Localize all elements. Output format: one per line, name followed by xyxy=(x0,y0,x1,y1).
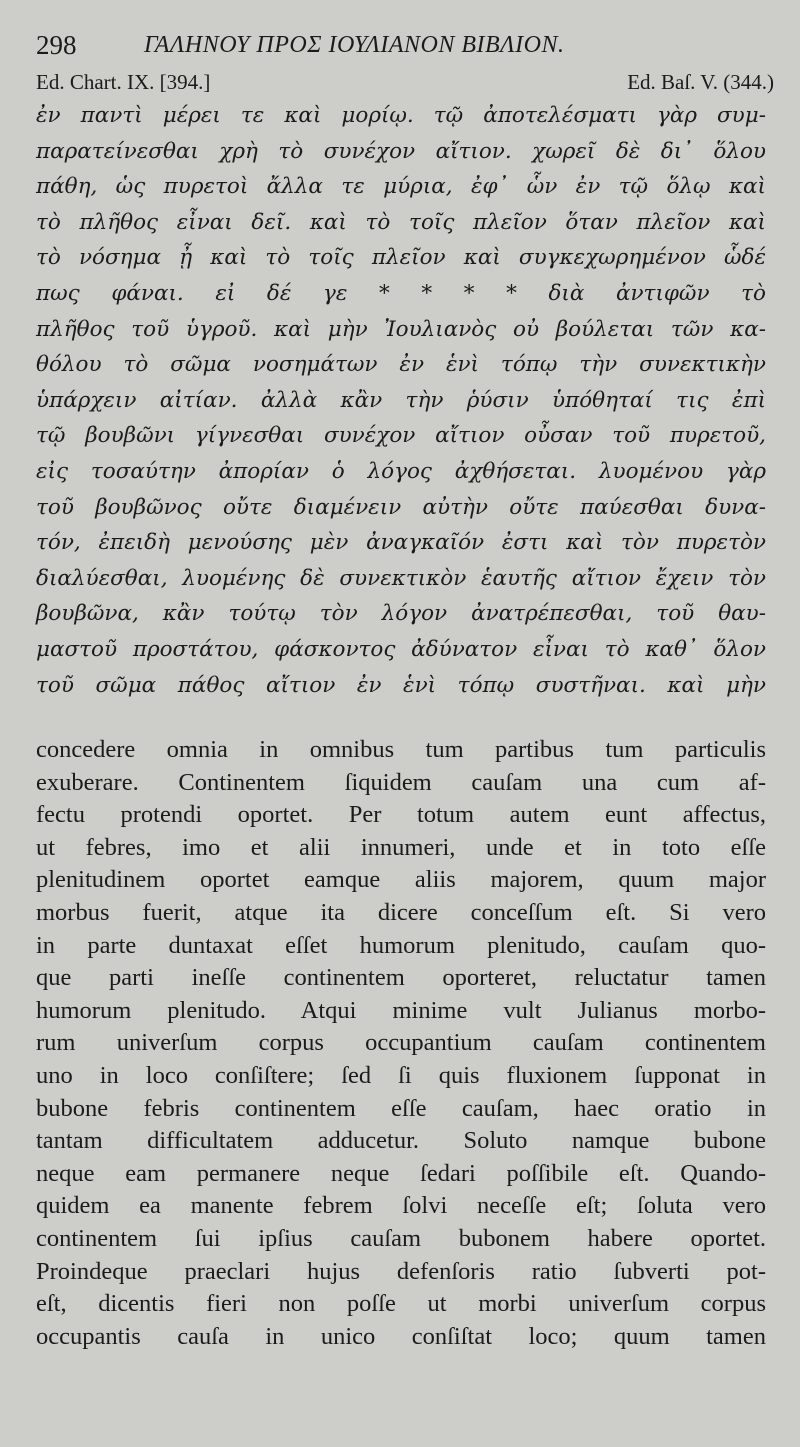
latin-line: occupantis cauſa in unico conſiſtat loco; quum tamen xyxy=(36,1322,766,1350)
greek-line: πλῆθος τοῦ ὑγροῦ. καὶ μὴν Ἰουλιανὸς οὐ βούλεται τῶν κα- xyxy=(36,316,766,342)
latin-line: ut febres, imo et alii innumeri, unde et in toto eſſe xyxy=(36,833,766,861)
greek-line: τοῦ βουβῶνος οὔτε διαμένειν αὐτὴν οὔτε παύεσθαι δυνα- xyxy=(36,494,766,520)
edition-reference-basel: Ed. Baſ. V. (344.) xyxy=(627,70,774,94)
page-header xyxy=(36,30,776,66)
latin-line: rum univerſum corpus occupantium cauſam continentem xyxy=(36,1029,766,1057)
greek-line: διαλύεσθαι, λυομένης δὲ συνεκτικὸν ἑαυτῆς αἴτιον ἔχειν τὸν xyxy=(36,565,766,591)
latin-text-block xyxy=(36,734,766,1353)
greek-line: τόν, ἐπειδὴ μενούσης μὲν ἀναγκαῖόν ἐστι καὶ τὸν πυρετὸν xyxy=(36,530,766,556)
greek-line: εἰς τοσαύτην ἀπορίαν ὁ λόγος ἀχθήσεται. λυομένου γὰρ xyxy=(36,458,766,484)
latin-line: continentem ſui ipſius cauſam bubonem habere oportet. xyxy=(36,1224,766,1252)
greek-line: τὸ νόσημα ᾖ καὶ τὸ τοῖς πλεῖον καὶ συγκεχωρημένον ὧδέ xyxy=(36,245,766,271)
greek-line: τοῦ σῶμα πάθος αἴτιον ἐν ἑνὶ τόπῳ συστῆναι. καὶ μὴν xyxy=(36,672,766,698)
greek-line: ἐν παντὶ μέρει τε καὶ μορίῳ. τῷ ἀποτελέσματι γὰρ συμ- xyxy=(36,103,766,128)
greek-text-block xyxy=(36,98,766,703)
greek-line: παρατείνεσθαι χρὴ τὸ συνέχον αἴτιον. χωρεῖ δὲ δι᾽ ὅλου xyxy=(36,138,766,164)
greek-line: τὸ πλῆθος εἶναι δεῖ. καὶ τὸ τοῖς πλεῖον ὅταν πλεῖον καὶ xyxy=(36,209,766,235)
greek-line: πως φάναι. εἰ δέ γε * * * * διὰ ἀντιφῶν τὸ xyxy=(36,280,766,306)
latin-line: morbus fuerit, atque ita dicere conceſſum eſt. Si vero xyxy=(36,898,766,926)
page-number: 298 xyxy=(36,30,77,60)
greek-line: τῷ βουβῶνι γίγνεσθαι συνέχον αἴτιον οὖσαν τοῦ πυρετοῦ, xyxy=(36,423,766,449)
greek-line: μαστοῦ προστάτου, φάσκοντος ἀδύνατον εἶναι τὸ καθ᾽ ὅλον xyxy=(36,636,766,662)
latin-line: in parte duntaxat eſſet humorum plenitudo, cauſam quo- xyxy=(36,931,766,959)
latin-line: Proindeque praeclari hujus defenſoris ratio ſubverti pot- xyxy=(36,1257,766,1285)
latin-line: fectu protendi oportet. Per totum autem eunt affectus, xyxy=(36,801,766,829)
greek-line: πάθη, ὡς πυρετοὶ ἄλλα τε μύρια, ἐφ᾽ ὧν ἐν τῷ ὅλῳ καὶ xyxy=(36,174,766,200)
edition-reference-chart: Ed. Chart. IX. [394.] xyxy=(36,70,211,94)
greek-line: θόλου τὸ σῶμα νοσημάτων ἐν ἑνὶ τόπῳ τὴν συνεκτικὴν xyxy=(36,352,766,378)
latin-line: exuberare. Continentem ſiquidem cauſam una cum af- xyxy=(36,768,766,796)
running-title: ΓΑΛΗΝΟΥ ΠΡΟΣ ΙΟΥΛΙΑΝΟΝ ΒΙΒΛΙΟΝ. xyxy=(144,32,565,58)
latin-line: bubone febris continentem eſſe cauſam, haec oratio in xyxy=(36,1094,766,1122)
greek-line: ὑπάρχειν αἰτίαν. ἀλλὰ κἂν τὴν ῥύσιν ὑπόθηταί τις ἐπὶ xyxy=(36,387,766,413)
latin-line: plenitudinem oportet eamque aliis majorem, quum major xyxy=(36,866,766,894)
latin-line: tantam difficultatem adducetur. Soluto namque bubone xyxy=(36,1127,766,1155)
latin-line: concedere omnia in omnibus tum partibus tum particulis xyxy=(36,736,766,763)
latin-line: quidem ea manente febrem ſolvi neceſſe eſt; ſoluta vero xyxy=(36,1192,766,1220)
greek-line: βουβῶνα, κἂν τούτῳ τὸν λόγον ἀνατρέπεσθαι, τοῦ θαυ- xyxy=(36,601,766,627)
edition-references xyxy=(36,70,774,98)
latin-line: humorum plenitudo. Atqui minime vult Julianus morbo- xyxy=(36,996,766,1024)
latin-line: neque eam permanere neque ſedari poſſibile eſt. Quando- xyxy=(36,1159,766,1187)
latin-line: uno in loco conſiſtere; ſed ſi quis fluxionem ſupponat in xyxy=(36,1061,766,1089)
latin-line: que parti ineſſe continentem oporteret, reluctatur tamen xyxy=(36,964,766,992)
latin-line: eſt, dicentis fieri non poſſe ut morbi univerſum corpus xyxy=(36,1290,766,1318)
